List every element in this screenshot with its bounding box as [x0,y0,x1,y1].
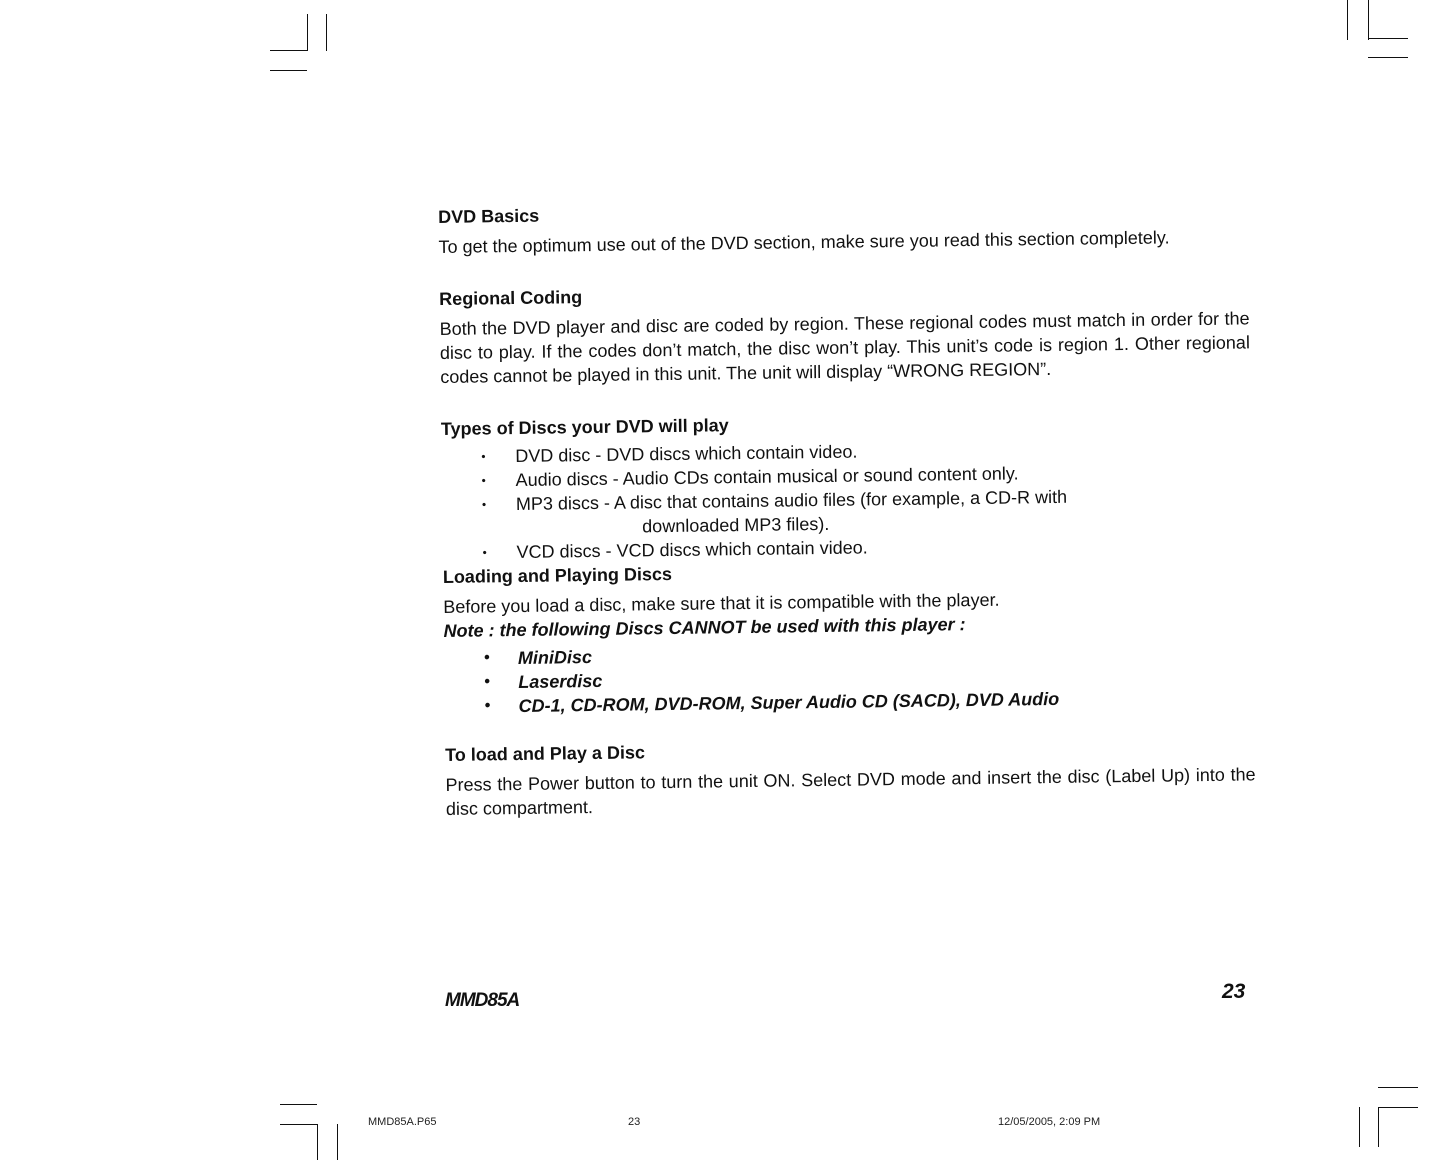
section-heading-loading: Loading and Playing Discs [442,563,673,587]
loading-text: Before you load a disc, make sure that it is compatible with the player. [443,589,1000,617]
list-item: • Laserdisc [444,660,1254,695]
crop-mark [280,1104,317,1105]
incompatible-note: Note : the following Discs CANNOT be used with this player : [443,614,966,641]
list-item: • Audio discs - Audio CDs contain musical or sound content only. [441,458,1251,493]
slug-timestamp: 12/05/2005, 2:09 PM [998,1116,1101,1128]
load-play-text: Press the Power button to turn the unit ON. Select DVD mode and insert the disc (Label Up) into the disc compartment. [445,764,1256,819]
crop-mark [1347,0,1348,40]
crop-mark [337,1124,338,1160]
list-item: • VCD discs - VCD discs which contain video. [442,530,1252,565]
crop-mark [317,1124,318,1160]
list-item: • CD-1, CD-ROM, DVD-ROM, Super Audio CD (SACD), DVD Audio [444,684,1254,719]
dvd-basics-text: To get the optimum use out of the DVD section, make sure you read this section completely. [438,227,1170,257]
crop-mark [1378,1107,1379,1147]
crop-mark [1368,0,1369,40]
crop-mark [1378,1087,1418,1088]
crop-mark [280,1124,317,1125]
regional-coding-text: Both the DVD player and disc are coded by region. These regional codes must match in order for the disc to play. If the codes don’t match, the disc won’t play. This unit’s code is region 1. Other regional codes cannot be played in this unit. The unit will display “WRONG REGION”. [439,308,1250,387]
crop-mark [307,14,308,51]
list-item: • DVD disc - DVD discs which contain video. [441,434,1251,469]
section-heading-regional-coding: Regional Coding [439,287,583,309]
list-item: • MP3 discs - A disc that contains audio files (for example, a CD-R with downloaded MP3 files). [442,482,1253,541]
footer-page-number: 23 [1222,980,1246,1003]
crop-mark [270,50,307,51]
crop-mark [1378,1107,1418,1108]
footer-model: MMD85A [445,990,520,1011]
crop-mark [326,14,327,51]
mp3-continuation: downloaded MP3 files). [642,513,830,537]
manual-page-body [438,194,1256,821]
list-item: • MiniDisc [444,636,1254,671]
crop-mark [1368,57,1408,58]
slug-page: 23 [628,1116,641,1128]
slug-file: MMD85A.P65 [368,1116,437,1128]
section-heading-types-of-discs: Types of Discs your DVD will play [440,415,729,439]
crop-mark [270,70,307,71]
section-heading-load-play: To load and Play a Disc [445,742,646,765]
incompatible-discs-list [444,636,1255,719]
supported-discs-list [441,434,1253,565]
crop-mark [1359,1107,1360,1147]
crop-mark [1368,38,1408,39]
section-heading-dvd-basics: DVD Basics [438,205,540,227]
